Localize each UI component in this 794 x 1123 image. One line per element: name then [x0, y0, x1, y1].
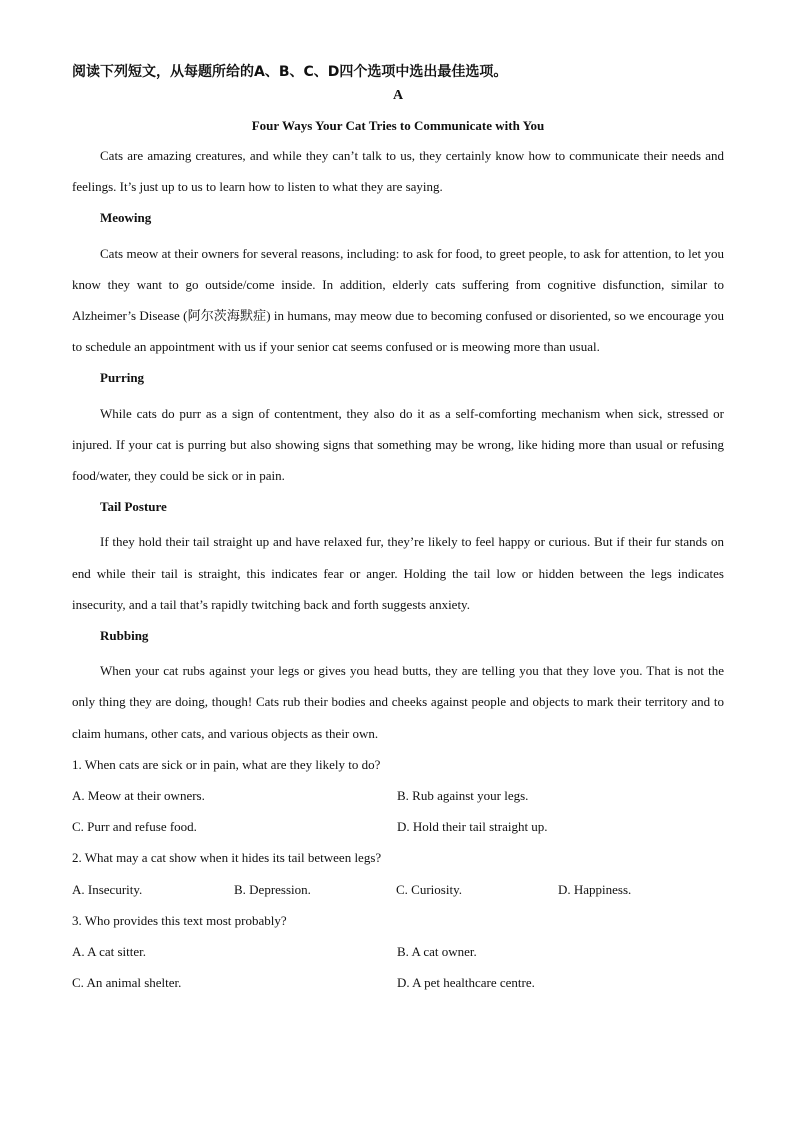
option-list [72, 780, 724, 842]
option-c: C. Curiosity. [396, 881, 462, 897]
section-text-purring: While cats do purr as a sign of contentment, they also do it as a self-comforting mechanism when sick, stressed or injured. If your cat is purring but also showing signs that something may be wrong, like hiding more than usual or refusing food/water, they could be sick or in pain. [72, 405, 724, 484]
instruction-text: 阅读下列短文，从每题所给的A、B、C、D四个选项中选出最佳选项。 [72, 64, 508, 80]
option-c: C. An animal shelter. [72, 975, 182, 991]
question-stem: 1. When cats are sick or in pain, what are they likely to do? [72, 756, 381, 772]
section-text-tail-posture: If they hold their tail straight up and have relaxed fur, they’re likely to feel happy or curious. But if their fur stands on end while their tail is straight, this indicates fear or anger. Holding the tail low or hidden between the legs indicates insecurity, and a tail that’s rapidly twitching back and forth suggests anxiety. [72, 534, 724, 612]
passage-intro: Cats are amazing creatures, and while they can’t talk to us, they certainly know how to communicate their needs and feelings. It’s just up to us to learn how to listen to what they are saying. [72, 148, 724, 195]
section-text-rubbing: When your cat rubs against your legs or gives you head butts, they are telling you that they love you. That is not the only thing they are doing, though! Cats rub their bodies and cheeks against people and objects to mark their territory and to claim humans, other cats, and various objects as their own. [72, 663, 724, 741]
option-d: D. A pet healthcare centre. [397, 975, 535, 991]
option-a: A. Meow at their owners. [72, 788, 205, 804]
question-2 [72, 842, 724, 904]
option-list [72, 874, 724, 905]
section-letter: A [392, 88, 404, 103]
section-heading-meowing: Meowing [100, 210, 152, 226]
exam-page [72, 62, 724, 998]
passage-title: Four Ways Your Cat Tries to Communicate with You [251, 118, 545, 133]
option-b: B. Depression. [234, 881, 311, 897]
question-stem: 2. What may a cat show when it hides its tail between legs? [72, 850, 382, 866]
option-a: A. A cat sitter. [72, 944, 147, 960]
question-stem: 3. Who provides this text most probably? [72, 912, 287, 928]
option-b: B. Rub against your legs. [397, 788, 529, 804]
option-list [72, 936, 724, 998]
option-d: D. Happiness. [558, 881, 632, 897]
option-a: A. Insecurity. [72, 881, 143, 897]
section-heading-tail-posture: Tail Posture [100, 499, 167, 515]
section-text-meowing: Cats meow at their owners for several reasons, including: to ask for food, to greet people, to ask for attention, to let you know they want to go outside/come inside. In addition, elderly cats suffering from cognitive disfunction, similar to Alzheimer’s Disease (阿尔茨海默症) in humans, may meow due to becoming confused or disoriented, so we encourage you to schedule an appointment with us if your senior cat seems confused or is meowing more than usual. [72, 245, 724, 355]
option-b: B. A cat owner. [397, 944, 477, 960]
option-c: C. Purr and refuse food. [72, 819, 197, 835]
section-heading-rubbing: Rubbing [100, 628, 149, 644]
question-3 [72, 905, 724, 999]
section-heading-purring: Purring [100, 370, 145, 386]
option-d: D. Hold their tail straight up. [397, 819, 548, 835]
question-1 [72, 749, 724, 843]
